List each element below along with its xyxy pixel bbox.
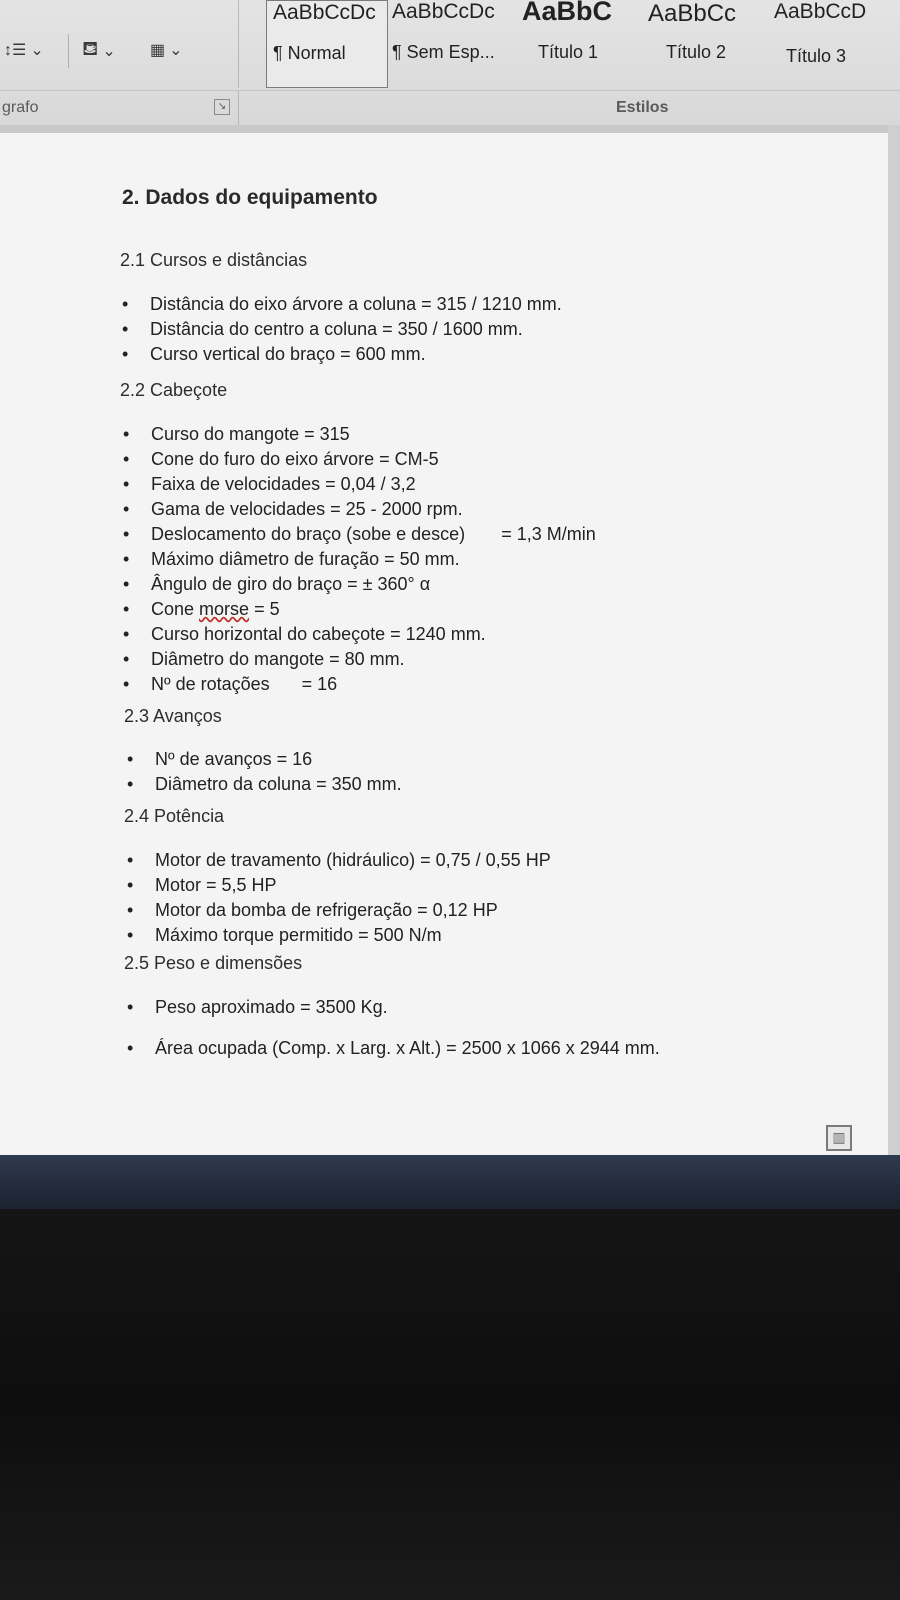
paragraph-group-label: grafo [2,99,39,116]
subsection-title: 2.3 Avanços [124,706,222,726]
bullet-list [122,292,562,367]
style-sem-espacamento[interactable] [386,0,508,88]
style-name: ¶ Sem Esp... [392,42,495,62]
line-spacing-icon: ↕☰ [4,42,27,59]
list-item: • Curso horizontal do cabeçote = 1240 mm. [123,624,486,644]
list-item: • Diâmetro do mangote = 80 mm. [123,649,405,669]
subsection-title: 2.2 Cabeçote [120,380,228,400]
list-item: • Curso vertical do braço = 600 mm. [122,344,426,364]
style-preview: AaBbC [522,0,613,26]
list-item: • Máximo diâmetro de furação = 50 mm. [123,549,460,569]
style-name: Título 3 [786,46,847,66]
bullet-list [127,747,402,797]
list-item: • Cone morse = 5 [123,599,280,619]
dialog-launcher-icon[interactable]: ↘ [214,99,230,115]
list-item: • Distância do centro a coluna = 350 / 1600 mm. [122,319,523,339]
paint-bucket-icon: ⛾ [82,38,99,60]
list-item: • Gama de velocidades = 25 - 2000 rpm. [123,499,463,519]
item-value: = 16 [301,674,338,694]
style-preview: AaBbCcDc [273,1,376,24]
chevron-down-icon: ⌄ [169,42,183,59]
taskbar [0,1155,900,1209]
style-titulo-2[interactable] [642,0,764,88]
style-preview: AaBbCc [648,0,737,27]
chevron-down-icon: ⌄ [30,42,44,59]
line-spacing-button[interactable] [4,40,44,60]
list-item: • Ângulo de giro do braço = ± 360° α [123,574,431,594]
styles-group-label: Estilos [616,99,669,116]
list-item: • Motor de travamento (hidráulico) = 0,75 / 0,55 HP [127,850,551,870]
ribbon-divider [68,34,69,68]
style-name: ¶ Normal [273,43,346,63]
style-titulo-1[interactable] [516,0,638,88]
read-mode-icon[interactable]: ▥ [826,1125,852,1151]
monitor-bezel [0,1209,900,1600]
style-name: Título 2 [666,42,727,62]
shading-button[interactable] [82,38,116,63]
list-item: • Faixa de velocidades = 0,04 / 3,2 [123,474,416,494]
vertical-scrollbar[interactable] [888,125,900,1155]
spellcheck-word[interactable]: morse [199,599,250,619]
subsection-title: 2.5 Peso e dimensões [124,953,303,973]
list-item: • Distância do eixo árvore a coluna = 315 / 1210 mm. [122,294,562,314]
subsection-title: 2.1 Cursos e distâncias [120,250,308,270]
list-item: • Motor = 5,5 HP [127,875,277,895]
chevron-down-icon: ⌄ [102,42,116,60]
list-item: • Máximo torque permitido = 500 N/m [127,925,442,945]
ribbon-divider [238,91,239,125]
list-item: • Deslocamento do braço (sobe e desce) = 1,3 M/min [123,524,596,544]
bullet-list [123,422,596,697]
style-preview: AaBbCcD [774,0,867,23]
borders-button[interactable] [150,40,183,60]
section-heading: 2. Dados do equipamento [122,186,378,209]
style-name: Título 1 [538,42,599,62]
list-item: • Diâmetro da coluna = 350 mm. [127,774,402,794]
list-item: • Cone do furo do eixo árvore = CM-5 [123,449,439,469]
bullet-list [127,848,551,948]
ribbon [0,0,900,125]
style-normal[interactable] [266,0,388,88]
paragraph-group [0,0,239,88]
list-item: • Curso do mangote = 315 [123,424,350,444]
list-item: • Nº de rotações = 16 [123,674,338,694]
subsection-title: 2.4 Potência [124,806,225,826]
list-item: • Peso aproximado = 3500 Kg. [127,997,388,1017]
borders-icon: ▦ [150,42,166,59]
styles-gallery [262,0,900,88]
bullet-list [127,995,660,1061]
list-item: • Motor da bomba de refrigeração = 0,12 HP [127,900,498,920]
list-item: • Área ocupada (Comp. x Larg. x Alt.) = 2500 x 1066 x 2944 mm. [127,1038,660,1058]
ribbon-group-labels [0,90,900,125]
style-titulo-3[interactable] [768,0,890,88]
style-preview: AaBbCcDc [392,0,495,23]
list-item: • Nº de avanços = 16 [127,749,313,769]
item-value: = 1,3 M/min [501,524,596,544]
